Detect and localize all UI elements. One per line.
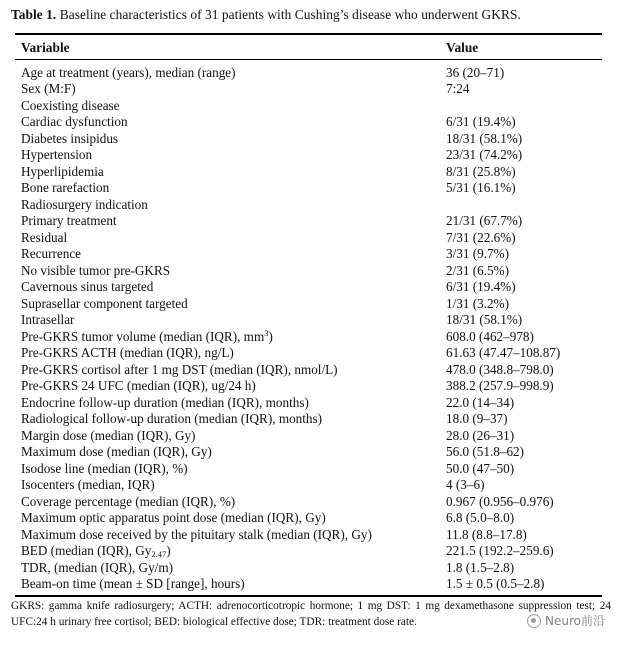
- variable-cell: Pre-GKRS 24 UFC (median (IQR), ug/24 h): [21, 378, 256, 393]
- wechat-logo-icon: [527, 614, 541, 628]
- table-title: Baseline characteristics of 31 patients with Cushing’s disease who underwent GKRS.: [59, 7, 521, 22]
- value-cell: 6.8 (5.0–8.0): [446, 510, 515, 525]
- top-rule: [15, 33, 602, 35]
- value-cell: 1.8 (1.5–2.8): [446, 559, 515, 575]
- value-cell: 28.0 (26–31): [446, 427, 515, 443]
- value-cell: 18.0 (9–37): [446, 411, 508, 426]
- table-row: [0, 428, 621, 445]
- variable-cell: Hypertension: [21, 147, 93, 162]
- header-rule: [15, 59, 602, 60]
- value-cell: 11.8 (8.8–17.8): [446, 526, 527, 542]
- table-row: [0, 114, 621, 131]
- variable-cell: Isocenters (median, IQR): [21, 477, 155, 492]
- value-cell: 1.5 ± 0.5 (0.5–2.8): [446, 576, 545, 591]
- table-row: [0, 164, 621, 181]
- value-cell: 50.0 (47–50): [446, 460, 515, 476]
- table-body: [0, 65, 621, 593]
- value-cell: 21/31 (67.7%): [446, 213, 523, 228]
- table-row: [0, 494, 621, 511]
- variable-cell: Pre-GKRS ACTH (median (IQR), ng/L): [21, 345, 234, 360]
- table-row: [0, 477, 621, 494]
- value-cell: 6/31 (19.4%): [446, 279, 516, 294]
- value-cell: 22.0 (14–34): [446, 394, 515, 410]
- variable-cell: Coverage percentage (median (IQR), %): [21, 493, 236, 509]
- table-caption: [11, 7, 521, 23]
- table-footnote: GKRS: gamma knife radiosurgery; ACTH: adrenocorticotropic hormone; 1 mg DST: 1 mg dexamethasone suppression test; 24 UFC:24 h urinary free cortisol; BED: biological effective dose; TDR: treatment dose rate.: [11, 600, 611, 628]
- variable-cell: Pre-GKRS cortisol after 1 mg DST (median (IQR), nmol/L): [21, 361, 338, 377]
- variable-cell: Radiological follow-up duration (median (IQR), months): [21, 411, 323, 426]
- value-cell: 7/31 (22.6%): [446, 229, 516, 245]
- value-cell: 1/31 (3.2%): [446, 295, 509, 311]
- table-row: [0, 81, 621, 98]
- value-cell: 18/31 (58.1%): [446, 312, 523, 327]
- variable-cell: Maximum optic apparatus point dose (median (IQR), Gy): [21, 510, 326, 525]
- variable-cell: Endocrine follow-up duration (median (IQR), months): [21, 394, 309, 410]
- table-row: [0, 378, 621, 395]
- watermark-text: Neuro前沿: [545, 614, 605, 628]
- table-row: [0, 411, 621, 428]
- table-row: [0, 444, 621, 461]
- table-row: [0, 345, 621, 362]
- table-row: [0, 213, 621, 230]
- column-header-value: Value: [446, 40, 479, 55]
- variable-cell: Margin dose (median (IQR), Gy): [21, 427, 196, 443]
- value-cell: 608.0 (462–978): [446, 328, 534, 344]
- table-label: Table 1.: [11, 7, 57, 22]
- value-cell: 2/31 (6.5%): [446, 262, 509, 278]
- value-cell: 8/31 (25.8%): [446, 163, 516, 179]
- value-cell: 388.2 (257.9–998.9): [446, 378, 554, 393]
- value-cell: 478.0 (348.8–798.0): [446, 361, 554, 377]
- value-cell: 3/31 (9.7%): [446, 246, 509, 261]
- variable-cell: Hyperlipidemia: [21, 163, 104, 179]
- table-row: [0, 246, 621, 263]
- variable-cell: Primary treatment: [21, 213, 117, 228]
- table-row: [0, 147, 621, 164]
- table-row: [0, 510, 621, 527]
- value-cell: 5/31 (16.1%): [446, 180, 516, 195]
- variable-cell: Radiosurgery indication: [21, 196, 148, 212]
- table-row: [0, 576, 621, 593]
- variable-cell: Suprasellar component targeted: [21, 295, 188, 311]
- variable-cell: Isodose line (median (IQR), %): [21, 460, 188, 476]
- table-row: [0, 527, 621, 544]
- variable-cell: Diabetes insipidus: [21, 130, 119, 146]
- value-cell: 6/31 (19.4%): [446, 114, 516, 129]
- variable-cell: Recurrence: [21, 246, 82, 261]
- table-row: [0, 197, 621, 214]
- variable-cell: Intrasellar: [21, 312, 75, 327]
- value-cell: 61.63 (47.47–108.87): [446, 345, 561, 360]
- variable-cell: No visible tumor pre-GKRS: [21, 262, 171, 278]
- table-row: [0, 263, 621, 280]
- variable-cell: TDR, (median (IQR), Gy/m): [21, 559, 173, 575]
- table-row: [0, 560, 621, 577]
- variable-cell: Residual: [21, 229, 68, 245]
- table-row: [0, 65, 621, 82]
- column-header-variable: Variable: [21, 40, 70, 55]
- variable-cell: Cardiac dysfunction: [21, 114, 128, 129]
- table-row: [0, 461, 621, 478]
- table-row: [0, 395, 621, 412]
- value-cell: 23/31 (74.2%): [446, 147, 523, 162]
- variable-cell: Beam-on time (mean ± SD [range], hours): [21, 576, 245, 591]
- table-row: [0, 230, 621, 247]
- variable-cell: Age at treatment (years), median (range): [21, 64, 236, 80]
- table-row: [0, 131, 621, 148]
- table-row: [0, 329, 621, 346]
- table-row: [0, 312, 621, 329]
- table-row: [0, 362, 621, 379]
- value-cell: 7:24: [446, 81, 470, 96]
- table-row: [0, 279, 621, 296]
- variable-cell: Pre-GKRS tumor volume (median (IQR), $mm^3$): [21, 327, 273, 344]
- table-row: [0, 98, 621, 115]
- variable-cell: Bone rarefaction: [21, 180, 110, 195]
- value-cell: 56.0 (51.8–62): [446, 444, 525, 459]
- value-cell: 18/31 (58.1%): [446, 130, 523, 146]
- variable-cell: Sex (M:F): [21, 81, 76, 96]
- value-cell: 0.967 (0.956–0.976): [446, 493, 554, 509]
- value-cell: 221.5 (192.2–259.6): [446, 543, 554, 558]
- table-row: [0, 296, 621, 313]
- table-row: [0, 180, 621, 197]
- variable-cell: Maximum dose (median (IQR), Gy): [21, 444, 212, 459]
- table-row: [0, 543, 621, 560]
- bottom-rule: [15, 595, 602, 597]
- variable-cell: Coexisting disease: [21, 97, 120, 113]
- variable-cell: Cavernous sinus targeted: [21, 279, 154, 294]
- variable-cell: Maximum dose received by the pituitary stalk (median (IQR), Gy): [21, 526, 372, 542]
- value-cell: 4 (3–6): [446, 477, 485, 492]
- value-cell: 36 (20–71): [446, 64, 505, 80]
- variable-cell: BED (median (IQR), $Gy_{2.47}$): [21, 543, 171, 559]
- watermark: [527, 612, 605, 629]
